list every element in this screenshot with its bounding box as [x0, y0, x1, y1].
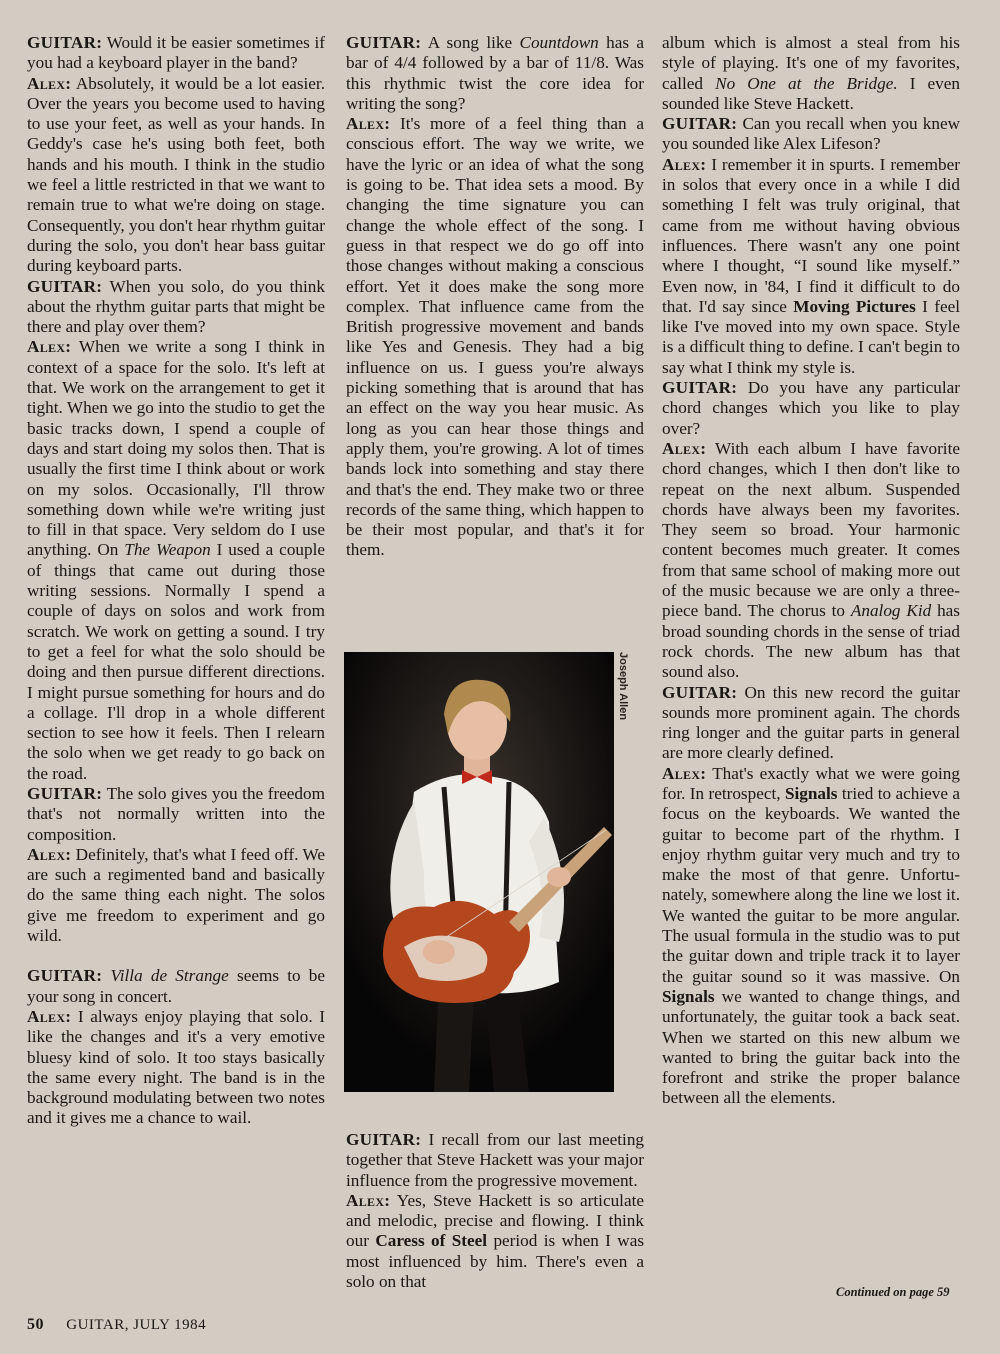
text-column-2-bottom	[346, 1130, 644, 1292]
answer-text: I remember it in spurts. I remember in solos that every once in a while I did something I felt was truly original, that came from me without having obvious influences. There wasn't any one point where I thought, “I sound like myself.” Even now, in '84, I find it difficult to do that. I'd say since	[662, 154, 961, 316]
speaker-label: Alex:	[662, 763, 707, 783]
question-text: When you solo, do you think about the rhythm guitar parts that might be there and play over them?	[27, 276, 325, 337]
question-text: The solo gives you the freedom that's not normally written into the composition.	[27, 783, 325, 844]
answer	[27, 337, 325, 784]
answer-text: I used a couple of things that came out during those writing sessions. Normally I spend a couple of days on solos and work from scratch. We work on getting a sound. I try to get a feel for what the solo should be doing and then pursue different directions. I might pursue something for hours and do a collage. I'll drop in a whole different section to see how it feels. Then I relearn the solo when we get ready to go back on the road.	[27, 540, 325, 783]
song-title: Countdown	[519, 33, 599, 52]
question-text: I recall from our last meeting together that Steve Hackett was your major influence from the progressive movement.	[346, 1130, 645, 1190]
answer-text: Yes, Steve Hackett is so articulate and melodic, precise and flowing. I think our	[346, 1190, 644, 1251]
page-number: 50	[27, 1316, 44, 1333]
answer	[27, 74, 325, 277]
speaker-label: GUITAR:	[662, 378, 738, 398]
question-text: Can you recall when you knew you sounded like Alex Lifeson?	[662, 114, 960, 154]
answer-text: Absolutely, it would be a lot easier. Over the years you become used to having to use your feet, as well as your hands. In Geddy's case he's using both feet, both hands and his mouth. I think in the studio we feel a little restricted in that we want to remain true to what we're doing on stage. Consequently, you don't hear rhythm guitar during the solo, you don't hear bass guitar during keyboard parts.	[27, 73, 325, 276]
speaker-label: Alex:	[662, 438, 707, 458]
answer-text: period is when I was most influenced by him. There's even a solo on that	[346, 1231, 645, 1292]
question	[27, 966, 325, 1007]
question	[662, 683, 960, 764]
question-text: On this new record the guitar sounds more prominent again. The chords ring longer and the guitar parts in general are more clearly defined.	[662, 682, 960, 763]
answer	[27, 845, 325, 946]
question-text: seems to be your song in concert.	[27, 966, 326, 1006]
album-title: Signals	[784, 783, 838, 803]
answer-text: I feel like I've moved into my own space. Style is a difficult thing to define. I can't begin to say what I think my style is.	[662, 296, 960, 377]
speaker-label: GUITAR:	[346, 1130, 422, 1149]
answer-continued	[662, 33, 960, 114]
song-title: Analog Kid	[850, 601, 932, 621]
answer-text: It's more of a feel thing than a conscious effort. The way we write, we have the lyric or an idea of what the song is going to be. That idea sets a mood. By changing the time signature you can change the whole effect of the song. I guess in that respect we do go off into those changes without making a conscious effort. Yet it does make the song more complex. That influence came from the British progressive movement and bands like Yes and Genesis. They had a big influence on us. I guess you're always picking something that is around that has an effect on the way you hear music. As long as you can hear those things and apply them, you're growing. A lot of times bands lock into something and stay there and that's the end. They make two or three records of the same thing, which happen to be their most popular, and that's it for them.	[346, 114, 644, 560]
continued-note: Continued on page 59	[836, 1285, 950, 1299]
question-text: A song like	[427, 33, 513, 52]
question	[27, 33, 325, 74]
album-title: Caress of Steel	[375, 1231, 488, 1251]
answer-text: Definitely, that's what I feed off. We are such a regimented band and basically do the same thing each night. The solos give me freedom to experiment and go wild.	[27, 844, 325, 946]
speaker-label: GUITAR:	[662, 114, 738, 134]
page-footer	[27, 1316, 206, 1334]
question	[346, 1130, 644, 1191]
album-title: Moving Pictures	[793, 296, 916, 316]
question-text: has a bar of 4/4 followed by a bar of 11/8. Was this rhythmic twist the core idea for writing the song?	[346, 33, 644, 113]
speaker-label: GUITAR:	[27, 33, 103, 52]
question-text: Do you have any particular chord changes which you like to play over?	[662, 378, 960, 438]
speaker-label: GUITAR:	[27, 966, 103, 986]
answer	[27, 1007, 325, 1129]
question	[346, 33, 644, 114]
speaker-label: Alex:	[27, 337, 72, 357]
question	[27, 784, 325, 845]
speaker-label: Alex:	[27, 1006, 72, 1026]
answer-text: album which is almost a steal from his style of playing. It's one of my favorites, called	[662, 33, 960, 93]
answer-text: tried to achieve a focus on the keyboards. We wanted the guitar to become part of the rhythm. I enjoy rhythm guitar very much and try to make the most of that genre. Unfortunately, somewhere along the line we lost it. We wanted the guitar to be more angular. The usual formula in the studio was to put the guitar down and triple track it to layer the guitar sound so it was massive. On	[662, 783, 961, 986]
song-title: No One at the Bridge.	[715, 73, 898, 93]
answer	[662, 764, 960, 1109]
speaker-label: GUITAR:	[27, 783, 103, 803]
text-column-3	[662, 33, 960, 1109]
answer-text: I even sounded like Steve Hackett.	[662, 73, 960, 113]
guitarist-photo-illustration	[344, 652, 614, 1092]
speaker-label: Alex:	[662, 154, 707, 174]
publication-line: GUITAR, JULY 1984	[66, 1317, 207, 1333]
answer	[346, 1191, 644, 1292]
answer	[662, 439, 960, 683]
answer-text: With each album I have favorite chord changes, which I then don't like to repeat on the next album. Suspended chords have always been my favorites. They seem so broad. Your harmonic content becomes much greater. It comes from that same school of making more out of the music because we are only a three-piece band. The chorus to	[662, 438, 960, 621]
concert-photo	[344, 652, 614, 1092]
speaker-label: Alex:	[27, 73, 72, 93]
answer-text: has broad sounding chords in the sense of triad rock chords. The new album has that sound also.	[662, 601, 960, 682]
speaker-label: GUITAR:	[662, 682, 738, 702]
question	[662, 378, 960, 439]
answer-text: we wanted to change things, and unfortunately, the guitar took a back seat. When we started on this new album we wanted to bring the guitar back into the forefront and strike the proper balance between all the elements.	[662, 986, 961, 1108]
photo-credit: Joseph Allen	[617, 652, 629, 721]
song-title: Villa de Strange	[110, 966, 229, 986]
speaker-label: Alex:	[346, 114, 391, 134]
album-title: Signals	[662, 986, 715, 1006]
answer	[662, 155, 960, 378]
speaker-label: GUITAR:	[27, 276, 103, 296]
question	[27, 277, 325, 338]
speaker-label: Alex:	[27, 844, 72, 864]
speaker-label: Alex:	[346, 1190, 391, 1210]
text-column-1	[27, 33, 325, 1129]
speaker-label: GUITAR:	[346, 33, 422, 52]
question	[662, 114, 960, 155]
text-column-2	[346, 33, 644, 561]
question-text: Would it be easier sometimes if you had a keyboard player in the band?	[27, 33, 325, 73]
answer-text: When we write a song I think in context of a space for the solo. It's left at that. We work on the arrangement to get it tight. When we go into the studio to get the basic tracks down, I spend a couple of days and start doing my solos then. That is usually the first time I think about or work on my solos. Occasionally, I'll throw something down while we're writing just to fill in that space. Very seldom do I use anything. On	[27, 337, 325, 560]
answer-text: That's exactly what we were going for. In retrospect,	[662, 763, 960, 803]
song-title: The Weapon	[124, 540, 211, 560]
answer-text: I always enjoy playing that solo. I like the changes and it's a very emotive bluesy kind of solo. It too stays basically the same every night. The band is in the background modulating between two notes and it gives me a chance to wail.	[27, 1006, 325, 1128]
answer	[346, 114, 644, 561]
